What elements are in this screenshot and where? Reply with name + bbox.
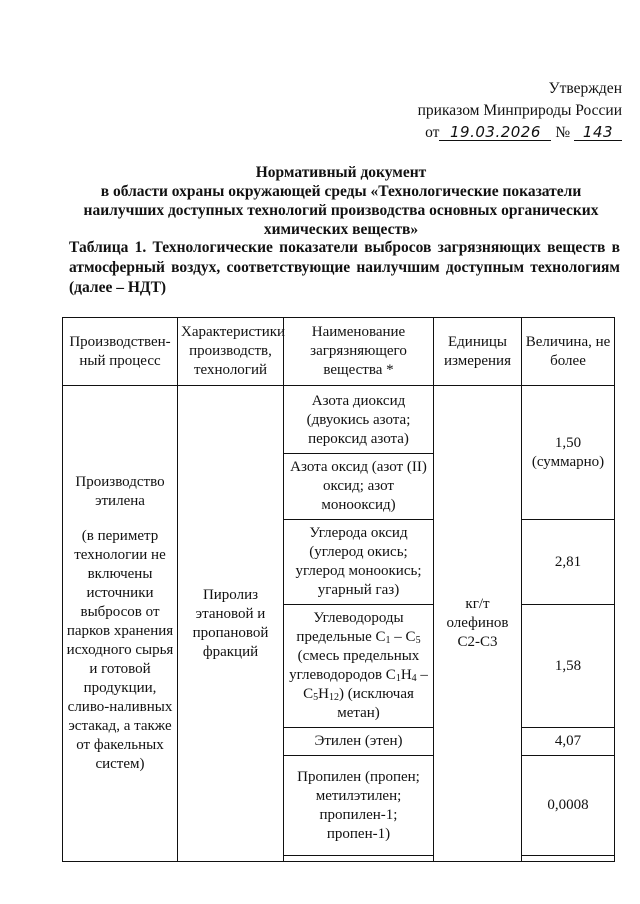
process-name: Производство этилена — [75, 474, 165, 509]
substance-cell: Этилен (этен) — [284, 728, 434, 756]
number-sign: № — [555, 124, 571, 141]
header-units: Единицы измерения — [434, 318, 522, 386]
value-cell: 0,0008 — [522, 756, 615, 856]
value-cell-nitrogen: 1,50 (суммарно) — [522, 386, 615, 520]
document-title — [60, 163, 622, 239]
value-cell-continuation — [522, 856, 615, 862]
approval-line1: Утвержден — [548, 80, 622, 97]
value-cell: 2,81 — [522, 520, 615, 605]
header-row — [63, 318, 615, 386]
substance-cell: Пропилен (пропен; метилэтилен; пропилен-1; пропен-1) — [284, 756, 434, 856]
substance-cell-continuation — [284, 856, 434, 862]
characteristics-cell: Пиролиз этановой и пропановой фракций — [178, 386, 284, 862]
substance-cell: Углеводороды предельные $С_1 - С_5$ (смесь предельных углеводородов $С_1Н_4 - С_5Н_{12}$) (исключая метан) — [284, 605, 434, 728]
header-substance: Наименование загрязняющего вещества * — [284, 318, 434, 386]
table-caption: Таблица 1. Технологические показатели выбросов загрязняющих веществ в атмосферный воздух, соответствующие наилучшим доступным технологиям (далее – НДТ) — [69, 239, 620, 296]
header-characteristics: Характеристики производств, технологий — [178, 318, 284, 386]
process-note: (в периметр технологии не включены источники выбросов от парков хранения исходного сырья и готовой продукции, сливо-наливных эстакад, а также от факельных систем) — [66, 528, 174, 772]
approval-number: 143 — [574, 124, 622, 141]
value-cell: 1,58 — [522, 605, 615, 728]
substance-cell: Углерода оксид (углерод окись; углерод моноокись; угарный газ) — [284, 520, 434, 605]
header-value: Величина, не более — [522, 318, 615, 386]
approval-block — [418, 78, 622, 144]
process-cell — [63, 386, 178, 862]
units-cell: кг/т олефинов С2-С3 — [434, 386, 522, 862]
from-label: от — [425, 124, 440, 141]
substance-cell: Азота оксид (азот (II) оксид; азот монооксид) — [284, 454, 434, 520]
title-line1: Нормативный документ — [255, 164, 427, 181]
table-row — [63, 386, 615, 454]
approval-line2: приказом Минприроды России — [417, 102, 622, 119]
approval-line3 — [418, 122, 622, 144]
approval-date: 19.03.2026 — [439, 124, 551, 141]
header-process: Производствен-ный процесс — [63, 318, 178, 386]
title-line2: в области охраны окружающей среды «Технологические показатели наилучших доступных технологий производства основных органических химических веществ» — [83, 183, 599, 238]
substance-cell: Азота диоксид (двуокись азота; пероксид азота) — [284, 386, 434, 454]
emissions-table — [62, 317, 615, 862]
value-cell: 4,07 — [522, 728, 615, 756]
